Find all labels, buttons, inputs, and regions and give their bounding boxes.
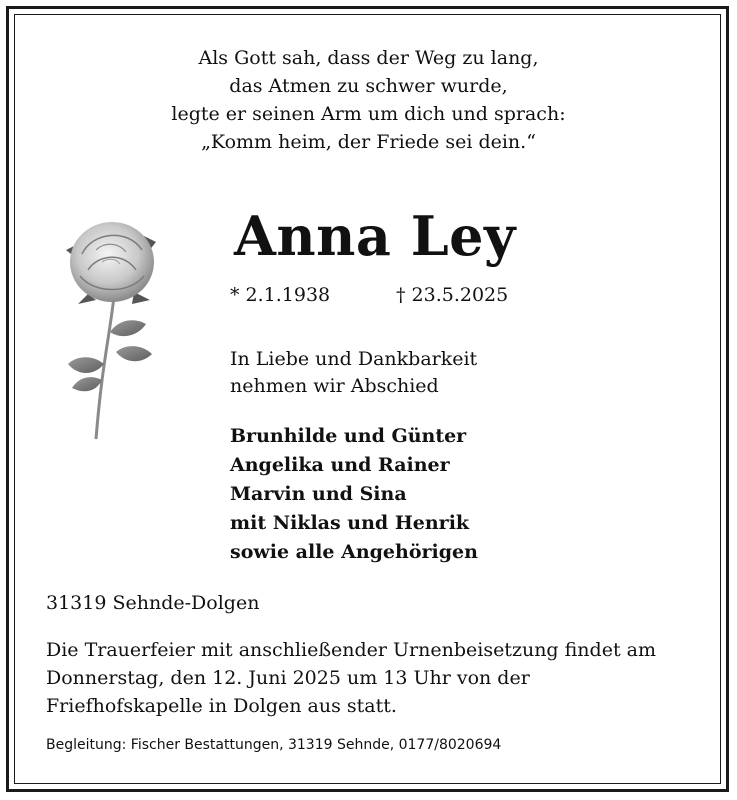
death-date: † 23.5.2025: [396, 284, 509, 306]
ceremony-text: [46, 636, 706, 720]
rose-icon: [58, 214, 168, 444]
mourner-line: Angelika und Rainer: [230, 454, 450, 476]
funeral-home-footer: Begleitung: Fischer Bestattungen, 31319 Sehnde, 0177/8020694: [46, 737, 502, 753]
place: 31319 Sehnde-Dolgen: [46, 592, 260, 614]
farewell-line: nehmen wir Abschied: [230, 375, 439, 397]
mourner-line: Marvin und Sina: [230, 483, 407, 505]
poem-line: „Komm heim, der Friede sei dein.“: [201, 131, 536, 153]
mourner-line: mit Niklas und Henrik: [230, 512, 470, 534]
ceremony-line: Donnerstag, den 12. Juni 2025 um 13 Uhr von der: [46, 667, 530, 689]
mourner-line: Brunhilde und Günter: [230, 425, 467, 447]
farewell-line: In Liebe und Dankbarkeit: [230, 348, 478, 370]
farewell-text: [230, 346, 477, 400]
ceremony-line: Die Trauerfeier mit anschließender Urnenbeisetzung findet am: [46, 639, 656, 661]
poem-line: legte er seinen Arm um dich und sprach:: [171, 103, 566, 125]
poem: [20, 44, 717, 156]
ceremony-line: Friefhofskapelle in Dolgen aus statt.: [46, 695, 397, 717]
mourners-list: [230, 422, 478, 567]
poem-line: Als Gott sah, dass der Weg zu lang,: [198, 47, 539, 69]
poem-line: das Atmen zu schwer wurde,: [229, 75, 508, 97]
mourner-line: sowie alle Angehörigen: [230, 541, 478, 563]
birth-date: * 2.1.1938: [230, 284, 331, 306]
deceased-name: Anna Ley: [234, 204, 516, 268]
